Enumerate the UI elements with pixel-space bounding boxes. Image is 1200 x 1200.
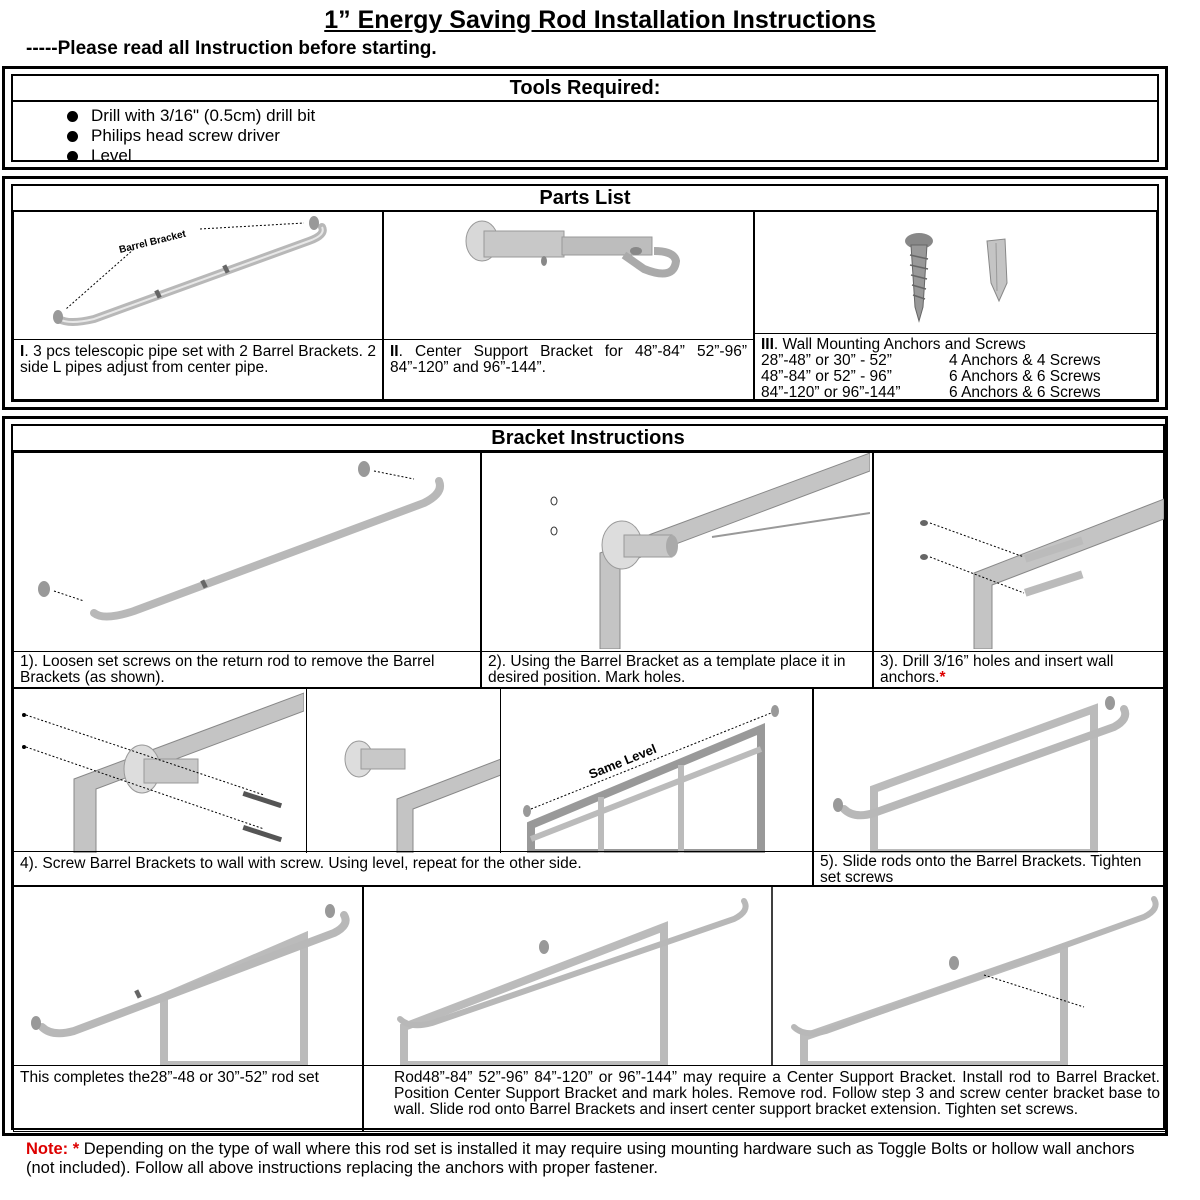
step5-panel	[813, 688, 1167, 886]
step3-panel	[873, 452, 1167, 688]
step1-caption: 1). Loosen set screws on the return rod to remove the Barrel Brackets (as shown).	[14, 651, 480, 687]
step2-caption: 2). Using the Barrel Bracket as a template place it in desired position. Mark holes.	[482, 651, 872, 687]
step4-illustration-screws	[14, 689, 304, 853]
step4-illustration-level	[500, 689, 813, 853]
step2-illustration	[482, 453, 870, 649]
footer-note	[26, 1140, 1156, 1178]
center-support-panel	[363, 886, 1167, 1132]
step4-panel	[13, 688, 813, 886]
part-center-support	[383, 210, 754, 400]
tools-list	[65, 106, 315, 166]
page-title: 1” Energy Saving Rod Installation Instructions	[324, 6, 876, 34]
step1-illustration	[14, 453, 478, 649]
step3-caption: 3). Drill 3/16” holes and insert wall anchors.*	[874, 651, 1166, 687]
step2-panel	[481, 452, 873, 688]
tools-inner	[11, 74, 1159, 165]
note-label: Note: *	[26, 1140, 80, 1158]
step4-illustration-bracket	[306, 689, 501, 853]
center-support-caption: Rod48”-84” 52”-96” 84”-120” or 96”-144” may require a Center Support Bracket. Install rod to Barrel Bracket. Position Center Support Bracket and mark holes. Remove rod. Follow step 3 and screw center bracket base to wall. Slide rod onto Barrel Brackets and insert center support bracket extension. Tighten set screws.	[364, 1065, 1166, 1131]
anchor-screw-illustration	[755, 211, 1154, 337]
anchor-row-3: 84”-120” or 96”-144” 6 Anchors & 6 Screws	[761, 384, 1101, 400]
tools-section	[2, 66, 1168, 170]
bracket-inner	[11, 424, 1165, 1130]
note-text: Depending on the type of wall where this rod set is installed it may require using mounting hardware such as Toggle Bolts or hollow wall anchors (not included). Follow all above instructions replacing the anchors with proper fastener.	[26, 1140, 1135, 1177]
part3-caption: III. Wall Mounting Anchors and Screws 28”-48” or 30” - 52” 4 Anchors & 4 Screws 48”-84” or 52” - 96” 6 Anchors & 6 Screws 84”-120” or 96”-144” 6 Anchors & 6 Screws	[755, 333, 1156, 399]
step3-illustration	[874, 453, 1164, 649]
parts-inner	[11, 184, 1159, 402]
step5-caption: 5). Slide rods onto the Barrel Brackets. Tighten set screws	[814, 851, 1166, 885]
bracket-section	[2, 416, 1168, 1136]
complete-illustration	[14, 887, 360, 1065]
parts-heading: Parts List	[13, 186, 1157, 212]
complete-panel	[13, 886, 363, 1132]
tool-item-drill: Drill with 3/16" (0.5cm) drill bit	[65, 106, 315, 126]
anchor-row-2: 48”-84” or 52” - 96” 6 Anchors & 6 Screws	[761, 368, 1101, 385]
step4-caption: 4). Screw Barrel Brackets to wall with screw. Using level, repeat for the other side.	[14, 851, 812, 885]
part-anchors-screws	[754, 210, 1157, 400]
tools-heading: Tools Required:	[13, 76, 1157, 102]
part1-caption: I. 3 pcs telescopic pipe set with 2 Barrel Brackets. 2 side L pipes adjust from center pipe.	[14, 339, 382, 399]
page-subtitle: -----Please read all Instruction before starting.	[26, 38, 437, 59]
center-install-illustration	[364, 887, 1164, 1065]
tool-item-level: Level	[65, 146, 315, 166]
telescopic-rod-illustration	[14, 211, 380, 337]
step1-panel	[13, 452, 481, 688]
anchor-row-1: 28”-48” or 30” - 52” 4 Anchors & 4 Screws	[761, 352, 1101, 369]
barrel-bracket-label: Barrel Bracket	[118, 228, 188, 256]
tool-item-screwdriver: Philips head screw driver	[65, 126, 315, 146]
step5-illustration	[814, 689, 1164, 853]
part-telescopic-pipe	[13, 210, 383, 400]
complete-caption: This completes the28”-48 or 30”-52” rod set	[14, 1065, 362, 1131]
parts-section	[2, 176, 1168, 410]
center-bracket-illustration	[384, 211, 751, 337]
part2-caption: II. Center Support Bracket for 48”-84” 52”-96” 84”-120” and 96”-144”.	[384, 339, 753, 399]
same-level-label: Same Level	[586, 741, 659, 782]
bracket-heading: Bracket Instructions	[13, 426, 1163, 452]
